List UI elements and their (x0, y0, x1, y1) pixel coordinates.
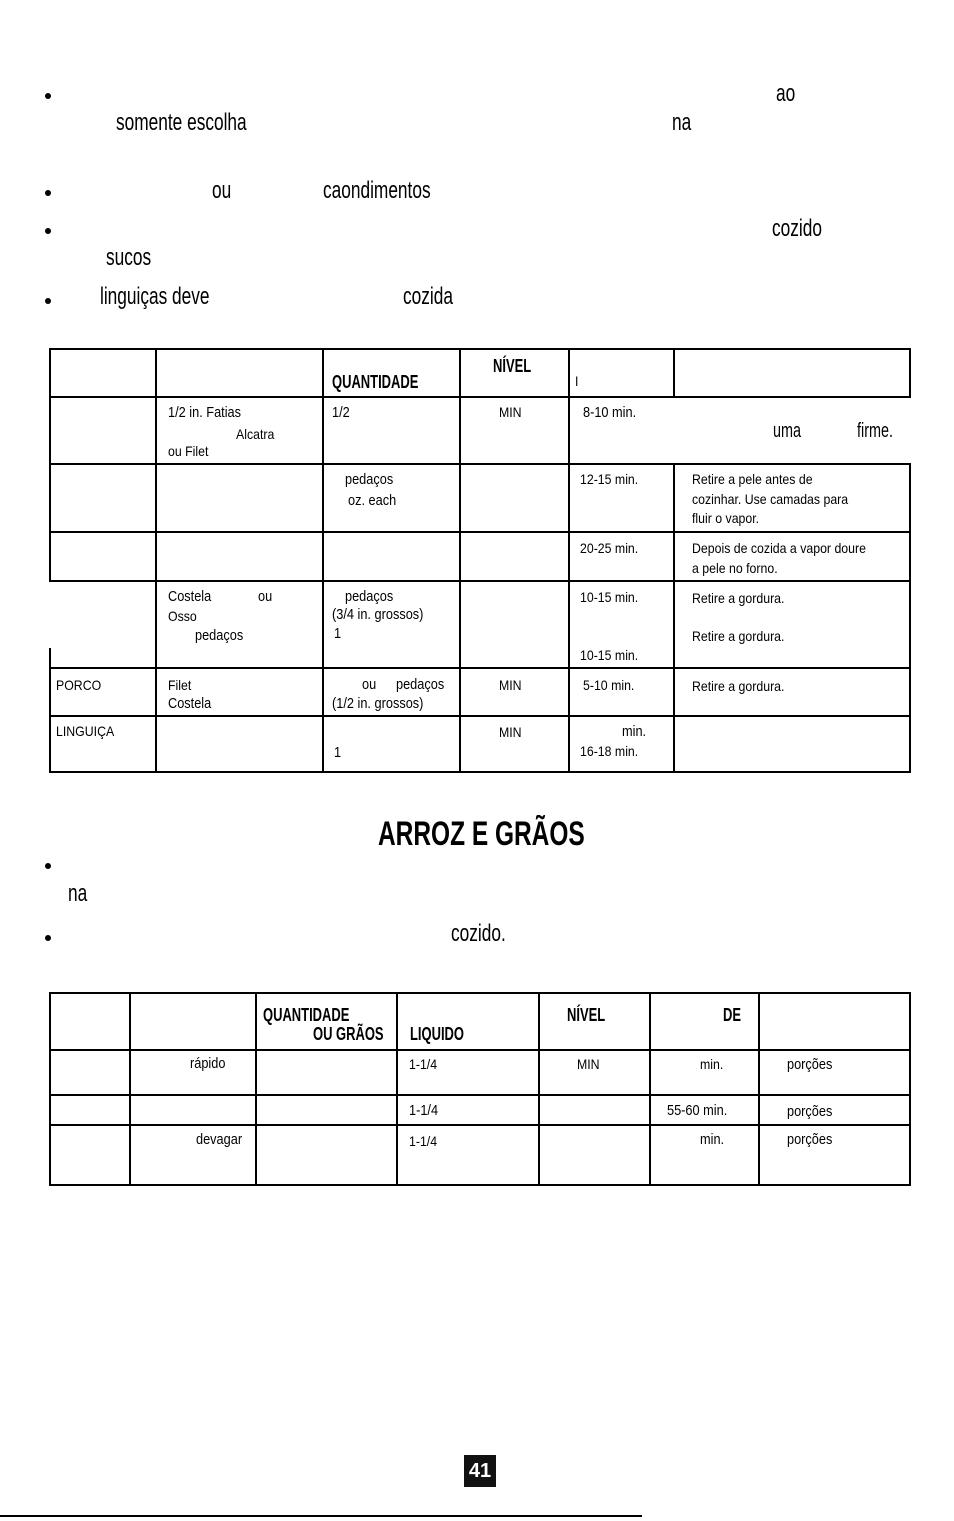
text-fragment: sucos (106, 244, 152, 271)
cell: pedaços (345, 588, 394, 605)
cell: pedaços (195, 627, 244, 644)
cell: MIN (499, 724, 522, 740)
cell: Costela (168, 588, 212, 605)
cell: Retire a gordura. (692, 590, 785, 606)
cell: 20-25 min. (580, 540, 639, 556)
cell: MIN (499, 404, 522, 420)
cell: LINGUIÇA (56, 723, 115, 739)
cell: pedaços (396, 676, 445, 693)
text-fragment: caondimentos (323, 177, 431, 204)
cell: MIN (499, 677, 522, 693)
bullet (45, 228, 51, 234)
cell: Retire a gordura. (692, 678, 785, 694)
page-number: 41 (464, 1455, 496, 1487)
cell: (1/2 in. grossos) (332, 695, 424, 712)
cell: a pele no forno. (692, 560, 778, 576)
text-fragment: ou (212, 177, 232, 204)
cell: PORCO (56, 677, 102, 693)
cell: 12-15 min. (580, 471, 639, 487)
cell: 1-1/4 (409, 1056, 438, 1072)
text-fragment: ao (776, 80, 796, 107)
cell: Retire a pele antes de (692, 471, 813, 487)
bullet (45, 863, 51, 869)
cell: ou (258, 588, 273, 605)
footer-rule (0, 1515, 642, 1517)
cell: firme. (857, 420, 893, 442)
cell: porções (787, 1103, 833, 1120)
header-liquid: LIQUIDO (410, 1024, 464, 1044)
cell: min. (622, 723, 647, 740)
text-fragment: na (68, 880, 88, 907)
header-quantity: QUANTIDADE (332, 372, 419, 392)
cell: Depois de cozida a vapor doure (692, 540, 866, 556)
bullet (45, 93, 51, 99)
cell: rápido (190, 1055, 226, 1072)
cell: porções (787, 1056, 833, 1073)
cell: 16-18 min. (580, 743, 639, 759)
cell: 55-60 min. (667, 1102, 728, 1119)
text-fragment: cozido (772, 215, 822, 242)
cell: oz. each (348, 492, 397, 509)
cell: MIN (577, 1056, 600, 1072)
cell: fluir o vapor. (692, 510, 760, 526)
cell: ou Filet (168, 443, 209, 459)
header-qty2: OU GRÃOS (313, 1024, 384, 1044)
cell: porções (787, 1131, 833, 1148)
cell: Retire a gordura. (692, 628, 785, 644)
section-title: ARROZ E GRÃOS (378, 815, 585, 853)
cell: 1/2 (332, 404, 350, 421)
cell: (3/4 in. grossos) (332, 606, 424, 623)
text-fragment: na (672, 109, 692, 136)
cell: devagar (196, 1131, 243, 1148)
cell: 1/2 in. Fatias (168, 404, 242, 421)
cell: 1-1/4 (409, 1102, 439, 1119)
bullet (45, 935, 51, 941)
cell: 5-10 min. (583, 677, 635, 693)
cell: 1 (334, 625, 342, 642)
cell: Alcatra (236, 426, 275, 442)
cell: 10-15 min. (580, 647, 639, 663)
cell: min. (700, 1056, 724, 1072)
cell: Filet (168, 677, 192, 693)
cell: Osso (168, 608, 197, 624)
header-time: I (575, 373, 579, 389)
cell: 1-1/4 (409, 1133, 438, 1149)
text-fragment: cozido. (451, 920, 506, 947)
cell: Costela (168, 695, 212, 712)
header-level: NÍVEL (567, 1005, 606, 1025)
header-level: NÍVEL (493, 356, 532, 376)
text-fragment: linguiças deve (100, 283, 210, 310)
header-time: DE (723, 1005, 742, 1025)
bullet (45, 190, 51, 196)
cell: 8-10 min. (583, 404, 637, 421)
bullet (45, 298, 51, 304)
cell: min. (700, 1131, 725, 1148)
text-fragment: cozida (403, 283, 453, 310)
cell: uma (773, 420, 802, 442)
cell: ou (362, 676, 377, 693)
header-qty: QUANTIDADE (263, 1005, 350, 1025)
cell: cozinhar. Use camadas para (692, 491, 849, 507)
text-fragment: somente escolha (116, 109, 247, 136)
cell: 10-15 min. (580, 589, 639, 605)
cell: 1 (334, 744, 342, 761)
cell: pedaços (345, 471, 394, 488)
